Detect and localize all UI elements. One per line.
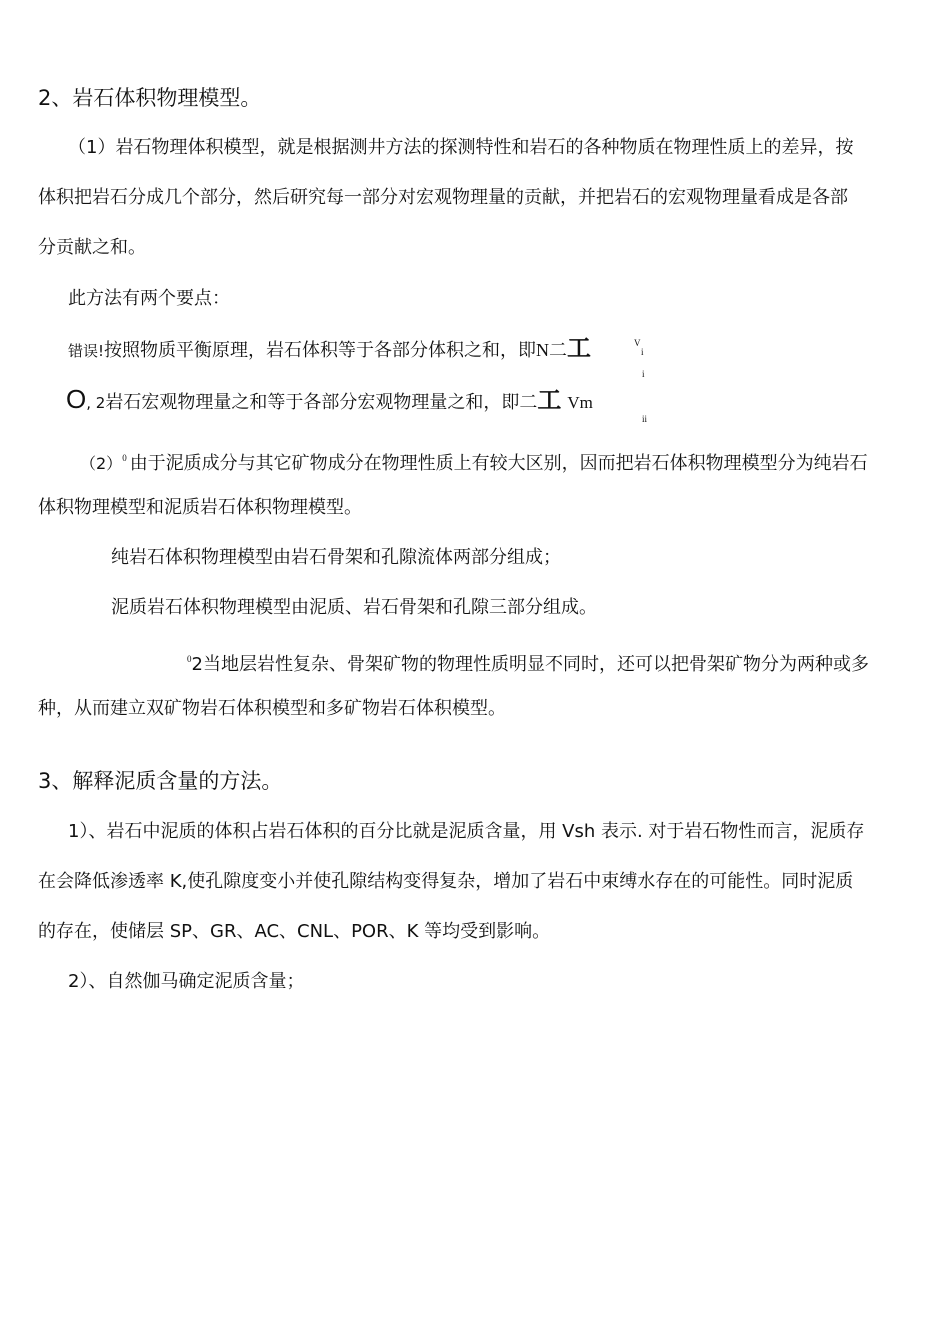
section-2-p2-line2: 体积物理模型和泥质岩石体积物理模型。 — [38, 497, 362, 518]
point-2 — [66, 384, 593, 418]
section-2-p1-line3: 分贡献之和。 — [38, 237, 146, 258]
section-2-p3-line2: 种，从而建立双矿物岩石体积模型和多矿物岩石体积模型。 — [38, 698, 506, 719]
point-1-text: 按照物质平衡原理，岩石体积等于各部分体积之和，即 — [104, 340, 537, 361]
two-points-intro: 此方法有两个要点： — [68, 288, 230, 309]
section-2-p3-line1 — [187, 647, 869, 677]
section-3-p1-line3: 的存在，使储层 SP、GR、AC、CNL、POR、K 等均受到影响。 — [38, 921, 551, 942]
formula-vm: Vm — [567, 393, 593, 412]
section-3-p2: 2）、自然伽马确定泥质含量； — [68, 971, 305, 992]
pure-rock-model: 纯岩石体积物理模型由岩石骨架和孔隙流体两部分组成； — [111, 547, 561, 568]
circle-marker: O — [66, 384, 87, 414]
section-2-p2-sup: 0 — [122, 453, 127, 463]
formula-v-sup: V — [634, 338, 641, 348]
sum-symbol: 工 — [567, 334, 592, 362]
section-3-p1-line2: 在会降低渗透率 K,使孔隙度变小并使孔隙结构变得复杂，增加了岩石中束缚水存在的可能性。同时泥质 — [38, 871, 854, 892]
section-2-p2-label: （2） — [80, 454, 123, 473]
section-2-heading: 2、岩石体积物理模型。 — [38, 86, 262, 110]
section-2-p3-sup: 0 — [187, 654, 192, 664]
section-2-p2-line1 — [80, 446, 868, 476]
shaly-rock-model: 泥质岩石体积物理模型由泥质、岩石骨架和孔隙三部分组成。 — [111, 597, 597, 618]
section-3-heading: 3、解释泥质含量的方法。 — [38, 769, 283, 793]
point-2-text: 岩石宏观物理量之和等于各部分宏观物理量之和，即二 — [105, 392, 538, 413]
section-2-p1-line1: （1）岩石物理体积模型，就是根据测井方法的探测特性和岩石的各种物质在物理性质上的差异，按 — [68, 137, 854, 158]
formula-ii-sub: ii — [642, 414, 648, 424]
formula-i-sub-2: i — [642, 369, 645, 379]
formula-i-sub: i — [641, 347, 644, 357]
section-2-p3-text: 2当地层岩性复杂、骨架矿物的物理性质明显不同时，还可以把骨架矿物分为两种或多 — [191, 654, 869, 675]
point-2-number: , 2 — [86, 394, 106, 412]
section-2-p2-text: 由于泥质成分与其它矿物成分在物理性质上有较大区别，因而把岩石体积物理模型分为纯岩石 — [129, 453, 868, 474]
section-2-p1-line2: 体积把岩石分成几个部分，然后研究每一部分对宏观物理量的贡献，并把岩石的宏观物理量看成是各部 — [38, 187, 848, 208]
sum-symbol-2: 工 — [537, 386, 562, 414]
point-1 — [68, 336, 591, 363]
section-3-p1-line1: 1）、岩石中泥质的体积占岩石体积的百分比就是泥质含量，用 Vsh 表示. 对于岩石物性而言，泥质存 — [68, 821, 865, 842]
formula-n: N二 — [536, 340, 568, 360]
error-marker: 错误! — [68, 342, 105, 360]
